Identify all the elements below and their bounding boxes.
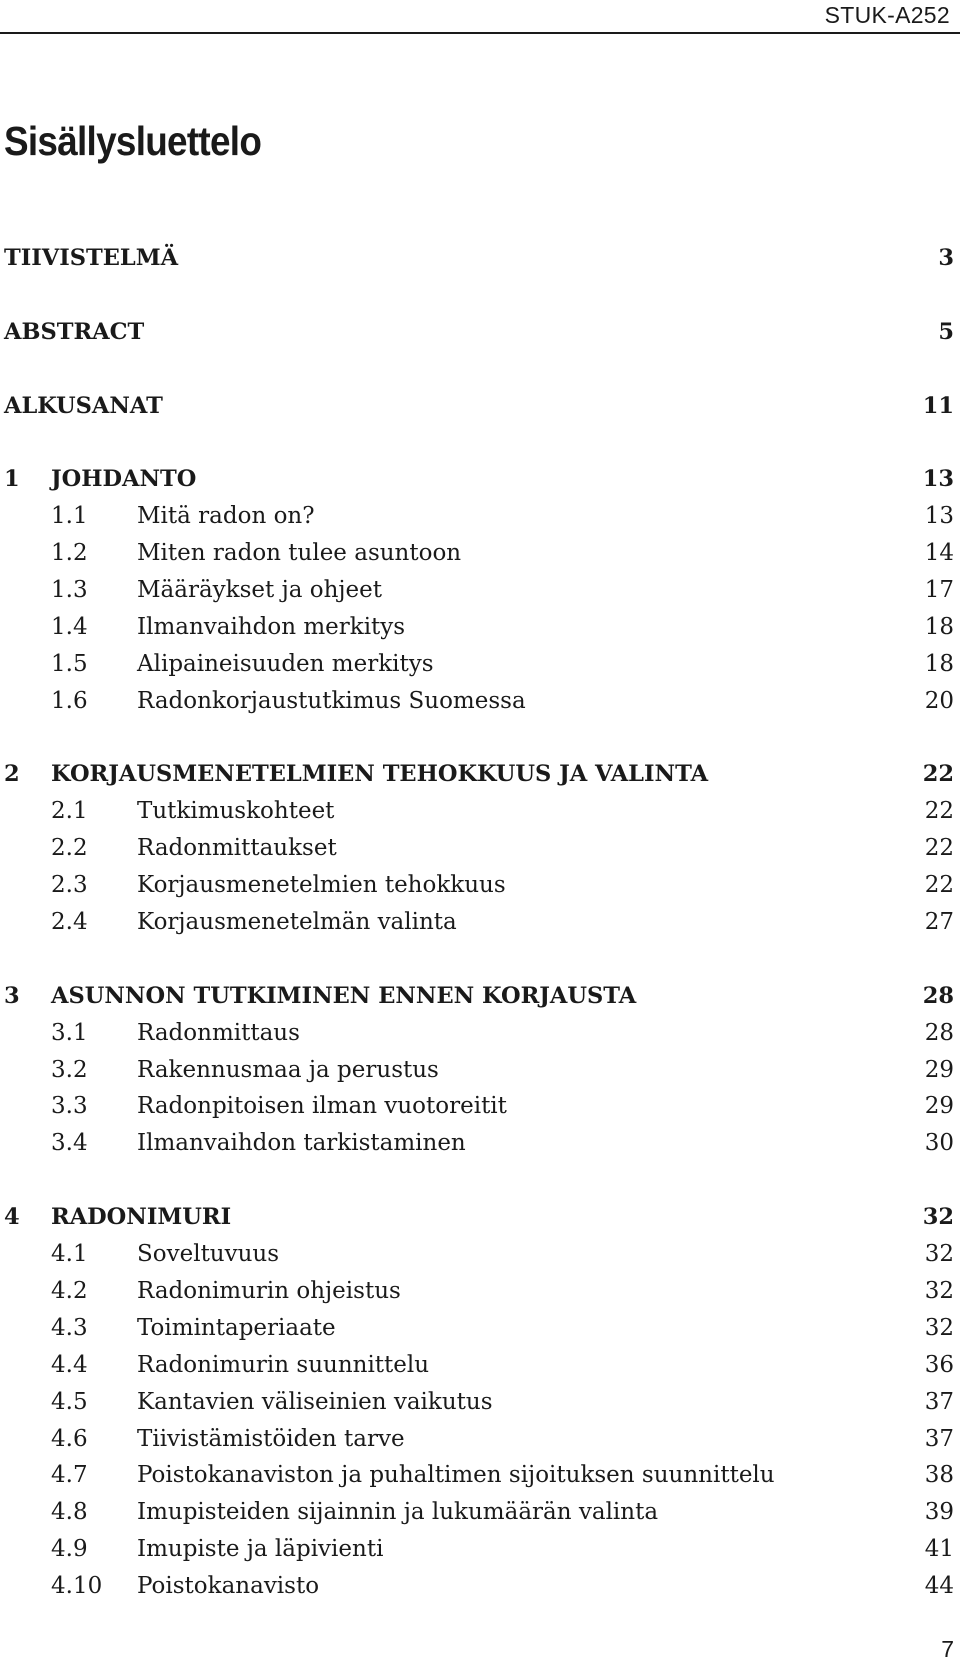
toc-entry-label: ALKUSANAT	[4, 392, 163, 419]
toc-section[interactable]	[0, 572, 960, 609]
toc-chapter-2[interactable]	[0, 756, 960, 793]
toc-page-number: 18	[924, 613, 954, 640]
toc-page-number: 32	[924, 1314, 954, 1341]
toc-page-number: 36	[924, 1351, 954, 1378]
toc-page-number: 22	[924, 798, 954, 825]
toc-section-number: 4.6	[51, 1425, 88, 1452]
page-title: Sisällysluettelo	[4, 118, 262, 164]
toc-section-title: Kantavien väliseinien vaikutus	[137, 1388, 493, 1415]
toc-section-title: Rakennusmaa ja perustus	[137, 1056, 439, 1083]
toc-section-number: 2.4	[51, 909, 88, 936]
page-number: 7	[941, 1636, 954, 1662]
toc-page-number: 44	[924, 1573, 954, 1600]
table-of-contents	[0, 240, 960, 1605]
toc-page-number: 13	[922, 466, 954, 493]
toc-page-number: 22	[924, 835, 954, 862]
toc-section-number: 2.2	[51, 835, 88, 862]
toc-page-number: 3	[938, 245, 954, 271]
toc-section-title: Korjausmenetelmien tehokkuus	[137, 872, 506, 899]
toc-section[interactable]	[0, 535, 960, 572]
toc-section-number: 1.1	[51, 503, 88, 530]
toc-page-number: 20	[924, 687, 954, 714]
toc-section-title: Radonmittaukset	[137, 835, 337, 862]
toc-page-number: 28	[922, 982, 954, 1009]
toc-section-number: 1.2	[51, 540, 88, 567]
toc-section[interactable]	[0, 1568, 960, 1605]
toc-page-number: 29	[924, 1093, 954, 1120]
toc-section-number: 4.1	[51, 1241, 88, 1268]
toc-section-title: Poistokanaviston ja puhaltimen sijoituksen suunnittelu	[137, 1462, 775, 1489]
toc-section-number: 3.3	[51, 1093, 88, 1120]
toc-page-number: 11	[922, 392, 954, 419]
toc-chapter-title: ASUNNON TUTKIMINEN ENNEN KORJAUSTA	[51, 982, 637, 1009]
document-code: STUK-A252	[824, 2, 950, 28]
toc-page-number: 22	[922, 761, 954, 788]
toc-section-number: 3.2	[51, 1056, 88, 1083]
toc-page-number: 14	[924, 540, 954, 567]
toc-section-title: Radonmittaus	[137, 1019, 300, 1046]
toc-section[interactable]	[0, 793, 960, 830]
toc-page-number: 30	[924, 1130, 954, 1157]
toc-section-title: Korjausmenetelmän valinta	[137, 909, 457, 936]
toc-section-number: 2.1	[51, 798, 88, 825]
toc-page-number: 41	[924, 1536, 954, 1563]
toc-section-title: Imupisteiden sijainnin ja lukumäärän valinta	[137, 1499, 659, 1526]
toc-section-title: Radonimurin suunnittelu	[137, 1351, 430, 1378]
toc-page-number: 32	[924, 1241, 954, 1268]
toc-chapter-1[interactable]	[0, 461, 960, 498]
toc-page-number: 37	[924, 1425, 954, 1452]
toc-section-number: 4.7	[51, 1462, 88, 1489]
toc-chapter-title: JOHDANTO	[51, 466, 197, 493]
toc-entry-label: ABSTRACT	[4, 318, 145, 345]
toc-section[interactable]	[0, 609, 960, 646]
toc-section[interactable]	[0, 1347, 960, 1384]
toc-entry-label: TIIVISTELMÄ	[4, 245, 179, 271]
toc-chapter-number: 2	[4, 761, 20, 788]
toc-page-number: 39	[924, 1499, 954, 1526]
toc-section-number: 1.4	[51, 613, 88, 640]
toc-section-title: Tiivistämistöiden tarve	[137, 1425, 405, 1452]
toc-section[interactable]	[0, 683, 960, 720]
toc-section[interactable]	[0, 1052, 960, 1089]
toc-chapter-3[interactable]	[0, 978, 960, 1015]
toc-section-title: Poistokanavisto	[137, 1573, 320, 1600]
toc-section-title: Ilmanvaihdon merkitys	[137, 613, 406, 640]
toc-page-number: 29	[924, 1056, 954, 1083]
toc-section-title: Miten radon tulee asuntoon	[137, 540, 462, 567]
toc-entry-abstract-en[interactable]	[0, 314, 960, 351]
toc-section[interactable]	[0, 1236, 960, 1273]
toc-page-number: 22	[924, 872, 954, 899]
toc-page-number: 17	[924, 577, 954, 604]
toc-section[interactable]	[0, 1088, 960, 1125]
toc-page-number: 32	[922, 1204, 954, 1231]
toc-chapter-title: RADONIMURI	[51, 1204, 232, 1231]
toc-section[interactable]	[0, 867, 960, 904]
toc-section[interactable]	[0, 1421, 960, 1458]
toc-section-title: Radonpitoisen ilman vuotoreitit	[137, 1093, 507, 1120]
toc-section-title: Toimintaperiaate	[137, 1314, 336, 1341]
toc-section[interactable]	[0, 1457, 960, 1494]
toc-section[interactable]	[0, 498, 960, 535]
toc-section-number: 1.5	[51, 650, 88, 677]
toc-section-number: 1.3	[51, 577, 88, 604]
toc-section-number: 4.10	[51, 1573, 103, 1600]
toc-section-title: Mitä radon on?	[137, 503, 315, 530]
toc-section-number: 4.4	[51, 1351, 88, 1378]
toc-page-number: 18	[924, 650, 954, 677]
toc-section[interactable]	[0, 1273, 960, 1310]
toc-entry-abstract-fi[interactable]	[0, 240, 960, 277]
toc-chapter-title: KORJAUSMENETELMIEN TEHOKKUUS JA VALINTA	[51, 761, 709, 788]
toc-section[interactable]	[0, 1310, 960, 1347]
toc-page-number: 37	[924, 1388, 954, 1415]
toc-section-number: 4.9	[51, 1536, 88, 1563]
toc-section[interactable]	[0, 1125, 960, 1162]
toc-section-title: Radonimurin ohjeistus	[137, 1277, 401, 1304]
toc-section-title: Radonkorjaustutkimus Suomessa	[137, 687, 526, 714]
toc-section-number: 4.8	[51, 1499, 88, 1526]
toc-entry-preface[interactable]	[0, 388, 960, 425]
toc-section[interactable]	[0, 646, 960, 683]
toc-section-number: 3.1	[51, 1019, 88, 1046]
toc-section-number: 2.3	[51, 872, 88, 899]
toc-section-number: 4.3	[51, 1314, 88, 1341]
toc-section[interactable]	[0, 1015, 960, 1052]
toc-page-number: 27	[924, 909, 954, 936]
toc-chapter-number: 1	[4, 466, 20, 493]
toc-section[interactable]	[0, 1384, 960, 1421]
toc-section-title: Alipaineisuuden merkitys	[137, 650, 434, 677]
toc-section[interactable]	[0, 1531, 960, 1568]
toc-section-title: Tutkimuskohteet	[137, 798, 335, 825]
toc-chapter-4[interactable]	[0, 1199, 960, 1236]
toc-section-number: 4.2	[51, 1277, 88, 1304]
toc-page-number: 5	[938, 318, 954, 345]
toc-section[interactable]	[0, 904, 960, 941]
toc-section-title: Ilmanvaihdon tarkistaminen	[137, 1130, 466, 1157]
running-header	[0, 0, 960, 34]
toc-section[interactable]	[0, 1494, 960, 1531]
toc-section-title: Soveltuvuus	[137, 1241, 280, 1268]
toc-page-number: 32	[924, 1277, 954, 1304]
toc-section-title: Imupiste ja läpivienti	[137, 1536, 384, 1563]
toc-section-number: 3.4	[51, 1130, 88, 1157]
toc-page-number: 13	[924, 503, 954, 530]
toc-section-title: Määräykset ja ohjeet	[137, 577, 382, 604]
toc-page-number: 28	[924, 1019, 954, 1046]
toc-section-number: 4.5	[51, 1388, 88, 1415]
toc-section[interactable]	[0, 830, 960, 867]
toc-section-number: 1.6	[51, 687, 88, 714]
toc-chapter-number: 4	[4, 1204, 20, 1231]
toc-page-number: 38	[924, 1462, 954, 1489]
toc-chapter-number: 3	[4, 982, 20, 1009]
